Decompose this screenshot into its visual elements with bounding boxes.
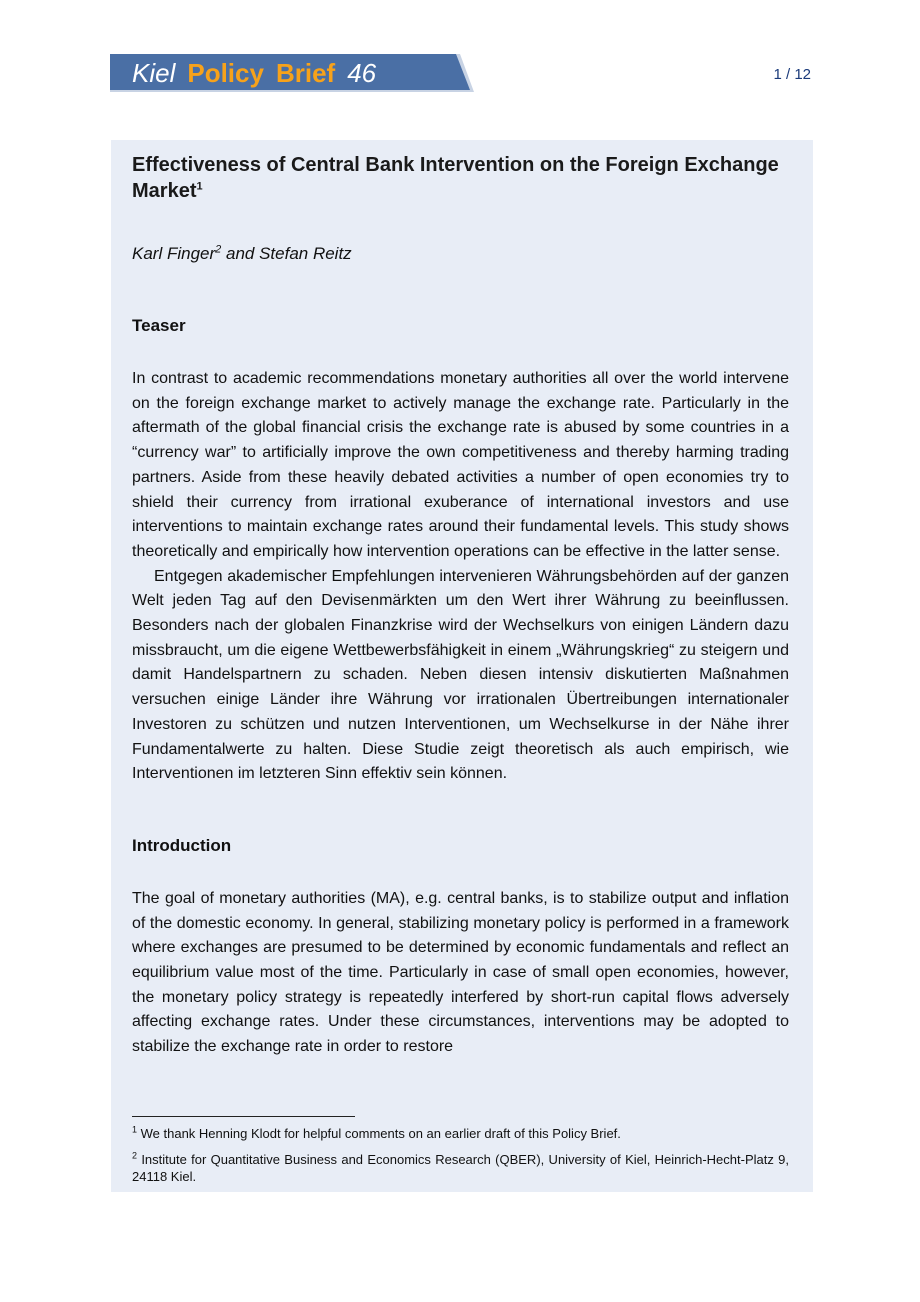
author-1: Karl Finger: [132, 244, 216, 263]
author-line: [132, 242, 789, 266]
issue-number: 46: [347, 58, 377, 88]
series-word-brief: Brief: [275, 58, 336, 88]
footnote-2-text: Institute for Quantitative Business and Economics Research (QBER), University of Kiel, Heinrich-Hecht-Platz 9, 24118 Kiel.: [132, 1152, 789, 1184]
teaser-heading: Teaser: [132, 316, 186, 335]
footnote-2: [132, 1151, 789, 1185]
article-title: [132, 152, 789, 204]
page-indicator: 1 / 12: [773, 66, 811, 83]
footnote-divider: [132, 1116, 355, 1117]
title-text: Effectiveness of Central Bank Intervention on the Foreign Exchange Market: [132, 154, 779, 202]
series-word-policy: Policy: [187, 58, 264, 88]
series-banner: [110, 54, 476, 92]
footnote-1: [132, 1125, 789, 1142]
teaser-paragraph-de: Entgegen akademischer Empfehlungen intervenieren Währungsbehörden auf der ganzen Welt jeden Tag auf den Devisenmärkten um den Wert ihrer Währung zu beeinflussen. Besonders nach der globalen Finanzkrise wird der Wechselkurs von einigen Ländern dazu missbraucht, um die eigene Wettbewerbsfähigkeit in einem „Währungskrieg“ zu steigern und damit Handelspartnern zu schaden. Neben diesen intensiv diskutierten Maßnahmen versuchen einige Länder ihre Währung vor irrationalen Übertreibungen internationaler Investoren zu schützen und nutzen Interventionen, um Wechselkurse in der Nähe ihrer Fundamentalwerte zu halten. Diese Studie zeigt theoretisch als auch empirisch, wie Interventionen im letzteren Sinn effektiv sein können.: [132, 567, 789, 783]
series-title: [132, 57, 376, 89]
article-panel: [111, 140, 813, 1192]
footnote-1-mark: 1: [132, 1124, 138, 1135]
author-footnote-mark: 2: [215, 243, 222, 256]
footnote-2-mark: 2: [132, 1150, 138, 1161]
introduction-paragraph: The goal of monetary authorities (MA), e.g. central banks, is to stabilize output and inflation of the domestic economy. In general, stabilizing monetary policy is performed in a framework where exchanges are presumed to be determined by economic fundamentals and reflect an equilibrium value most of the time. Particularly in case of small open economies, however, the monetary policy strategy is repeatedly interfered by short-run capital flows adversely affecting exchange rates. Under these circumstances, interventions may be adopted to stabilize the exchange rate in order to restore: [132, 889, 789, 1056]
author-rest: and Stefan Reitz: [221, 244, 352, 263]
series-word-kiel: Kiel: [132, 58, 176, 88]
teaser-paragraph-en: In contrast to academic recommendations monetary authorities all over the world intervene on the foreign exchange market to actively manage the exchange rate. Particularly in the aftermath of the global financial crisis the exchange rate is abused by some countries in a “currency war” to artificially improve the own competitiveness and thereby harming trading partners. Aside from these heavily debated activities a number of open economies try to shield their currency from irrational exuberance of international investors and use interventions to maintain exchange rates around their fundamental levels. This study shows theoretically and empirically how intervention operations can be effective in the latter sense.: [132, 370, 789, 560]
article-content: [132, 152, 789, 1060]
introduction-heading: Introduction: [132, 835, 232, 855]
title-footnote-mark: 1: [196, 180, 203, 193]
footnote-1-text: We thank Henning Klodt for helpful comments on an earlier draft of this Policy Brief.: [137, 1126, 621, 1141]
